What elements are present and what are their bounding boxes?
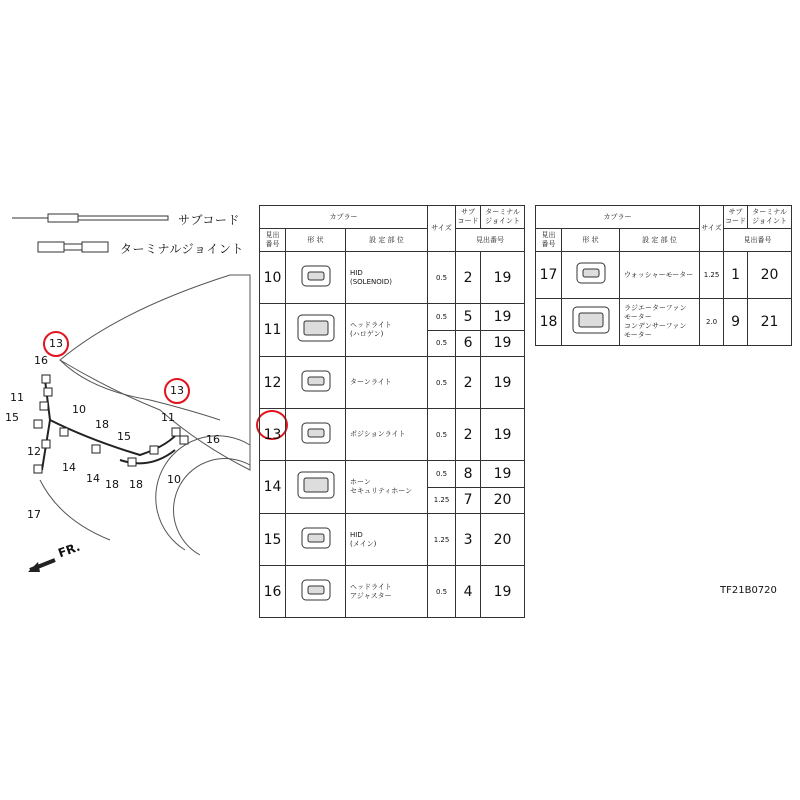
sub-cord-value: 9 xyxy=(724,299,748,346)
header-sub-cord: サブ コード xyxy=(724,206,748,229)
header-install-location: 設 定 部 位 xyxy=(346,229,428,252)
callout-15-right: 15 xyxy=(117,430,131,443)
header-size: サイズ xyxy=(428,206,456,252)
install-location: ラジエーターファン モーター コンデンサーファン モーター xyxy=(620,299,700,346)
sub-cord-value: 4 xyxy=(456,566,481,618)
size-value: 0.5 xyxy=(428,330,456,357)
shape-cell xyxy=(286,514,346,566)
shape-cell xyxy=(286,566,346,618)
row-number: 16 xyxy=(260,566,286,618)
size-value: 1.25 xyxy=(428,487,456,514)
coupler-table-2 xyxy=(535,205,792,346)
sub-cord-value: 1 xyxy=(724,252,748,299)
connector-shape-icon xyxy=(573,259,609,287)
callout-18-mid: 18 xyxy=(105,478,119,491)
shape-cell xyxy=(562,299,620,346)
table1-body xyxy=(260,206,525,618)
install-location: HID (SOLENOID) xyxy=(346,252,428,304)
sub-cord-value: 3 xyxy=(456,514,481,566)
table-row xyxy=(260,566,525,618)
terminal-joint-value: 19 xyxy=(481,461,525,488)
row-number: 15 xyxy=(260,514,286,566)
shape-cell xyxy=(286,357,346,409)
terminal-joint-value: 19 xyxy=(481,409,525,461)
size-value: 0.5 xyxy=(428,252,456,304)
callout-11-left: 11 xyxy=(10,391,24,404)
header-terminal-joint: ターミナル ジョイント xyxy=(748,206,792,229)
shape-cell xyxy=(286,252,346,304)
install-location: HID (メイン) xyxy=(346,514,428,566)
shape-cell xyxy=(562,252,620,299)
callout-17-left: 17 xyxy=(27,508,41,521)
header-terminal-joint: ターミナル ジョイント xyxy=(481,206,525,229)
terminal-joint-value: 20 xyxy=(748,252,792,299)
terminal-joint-label: ターミナルジョイント xyxy=(120,242,244,256)
terminal-joint-value: 19 xyxy=(481,330,525,357)
size-value: 0.5 xyxy=(428,409,456,461)
terminal-joint-value: 20 xyxy=(481,487,525,514)
header-size: サイズ xyxy=(700,206,724,252)
sub-cord-value: 8 xyxy=(456,461,481,488)
callout-15-left: 15 xyxy=(5,411,19,424)
header-shape: 形 状 xyxy=(562,229,620,252)
terminal-joint-legend-icon xyxy=(36,237,116,257)
row-number: 18 xyxy=(536,299,562,346)
connector-shape-icon xyxy=(298,576,334,604)
header-lookup-no-2: 見出番号 xyxy=(456,229,525,252)
callout-13-right: 13 xyxy=(164,378,190,404)
size-value: 0.5 xyxy=(428,461,456,488)
callout-18-right: 18 xyxy=(129,478,143,491)
install-location: ヘッドライト (ハロゲン) xyxy=(346,304,428,357)
header-lookup-no: 見出 番号 xyxy=(260,229,286,252)
sub-cord-legend-icon xyxy=(10,208,170,228)
header-coupler: カプラー xyxy=(536,206,700,229)
direction-label: FR. xyxy=(56,539,82,561)
terminal-joint-value: 21 xyxy=(748,299,792,346)
row-number: 11 xyxy=(260,304,286,357)
callout-10-right: 10 xyxy=(167,473,181,486)
connector-shape-icon xyxy=(569,303,613,337)
callout-14-left: 14 xyxy=(62,461,76,474)
sub-cord-value: 7 xyxy=(456,487,481,514)
header-shape: 形 状 xyxy=(286,229,346,252)
terminal-joint-value: 19 xyxy=(481,304,525,331)
row-number: 13 xyxy=(260,409,286,461)
row-number: 12 xyxy=(260,357,286,409)
callout-10-left: 10 xyxy=(72,403,86,416)
sub-cord-value: 5 xyxy=(456,304,481,331)
shape-cell xyxy=(286,461,346,514)
install-location: ホーン セキュリティホーン xyxy=(346,461,428,514)
connector-shape-icon xyxy=(298,524,334,552)
header-sub-cord: サブ コード xyxy=(456,206,481,229)
callout-11-right: 11 xyxy=(161,411,175,424)
car-harness-diagram xyxy=(0,270,260,580)
header-lookup-no-2: 見出番号 xyxy=(724,229,792,252)
terminal-joint-value: 19 xyxy=(481,566,525,618)
table-row xyxy=(536,299,792,346)
size-value: 1.25 xyxy=(428,514,456,566)
callout-13-left: 13 xyxy=(43,331,69,357)
install-location: ターンライト xyxy=(346,357,428,409)
size-value: 1.25 xyxy=(700,252,724,299)
install-location: ウォッシャーモーター xyxy=(620,252,700,299)
sub-cord-value: 2 xyxy=(456,252,481,304)
shape-cell xyxy=(286,304,346,357)
size-value: 0.5 xyxy=(428,304,456,331)
size-value: 0.5 xyxy=(428,566,456,618)
install-location: ポジションライト xyxy=(346,409,428,461)
size-value: 0.5 xyxy=(428,357,456,409)
table-row xyxy=(536,252,792,299)
connector-shape-icon xyxy=(294,311,338,345)
connector-shape-icon xyxy=(298,262,334,290)
table-row xyxy=(260,357,525,409)
sub-cord-value: 6 xyxy=(456,330,481,357)
sub-cord-value: 2 xyxy=(456,357,481,409)
callout-16-right: 16 xyxy=(206,433,220,446)
connector-shape-icon xyxy=(298,419,334,447)
size-value: 2.0 xyxy=(700,299,724,346)
callout-16-left: 16 xyxy=(34,354,48,367)
sub-cord-label: サブコード xyxy=(178,213,240,227)
table-row xyxy=(260,252,525,304)
row-number: 17 xyxy=(536,252,562,299)
terminal-joint-value: 19 xyxy=(481,252,525,304)
callout-14-mid: 14 xyxy=(86,472,100,485)
coupler-table-1 xyxy=(259,205,525,618)
shape-cell xyxy=(286,409,346,461)
table-row xyxy=(260,304,525,331)
connector-shape-icon xyxy=(298,367,334,395)
header-coupler: カプラー xyxy=(260,206,428,229)
figure-code: TF21B0720 xyxy=(720,585,777,596)
sub-cord-value: 2 xyxy=(456,409,481,461)
callout-12-left: 12 xyxy=(27,445,41,458)
install-location: ヘッドライト アジャスター xyxy=(346,566,428,618)
table-row xyxy=(260,409,525,461)
terminal-joint-value: 20 xyxy=(481,514,525,566)
header-lookup-no: 見出 番号 xyxy=(536,229,562,252)
row-number: 10 xyxy=(260,252,286,304)
table-row xyxy=(260,514,525,566)
connector-shape-icon xyxy=(294,468,338,502)
table-row xyxy=(260,461,525,488)
header-install-location: 設 定 部 位 xyxy=(620,229,700,252)
callout-18-left: 18 xyxy=(95,418,109,431)
terminal-joint-value: 19 xyxy=(481,357,525,409)
table2-body xyxy=(536,206,792,346)
row-number: 14 xyxy=(260,461,286,514)
